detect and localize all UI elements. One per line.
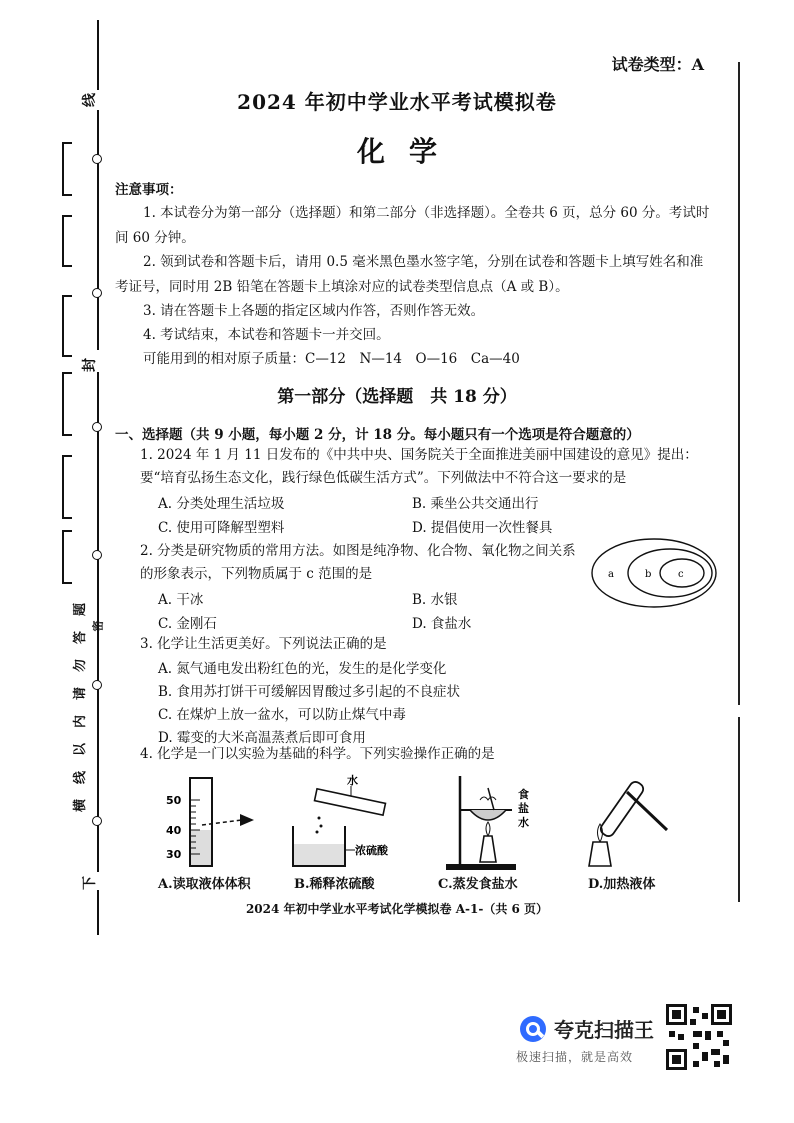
question-4-stem: 4. 化学是一门以实验为基础的科学。下列实验操作正确的是 (140, 746, 495, 762)
drops (316, 817, 323, 834)
flame (486, 822, 490, 836)
brand-slogan: 极速扫描，就是高效 (516, 1050, 634, 1064)
q2-option-c: C. 金刚石 (158, 616, 217, 632)
q2-option-d: D. 食盐水 (412, 616, 472, 632)
right-edge-line (738, 62, 740, 902)
margin-bracket (62, 455, 72, 519)
lab-c-label: 盐 (518, 802, 529, 815)
qr-code-icon (666, 1004, 732, 1070)
paper-type-label: 试卷类型：A (611, 55, 704, 74)
tick-label: 30 (166, 848, 182, 861)
right-edge-gap (738, 705, 740, 717)
margin-bracket (62, 530, 72, 584)
margin-small-char: 密 (91, 620, 105, 632)
margin-warning (58, 600, 105, 830)
exam-title: 2024 年初中学业水平考试模拟卷 (237, 90, 557, 114)
tick-label: 40 (166, 824, 182, 837)
quark-logo-icon (518, 1014, 548, 1044)
margin-note-char: 横 (73, 798, 89, 813)
atomic-masses: 可能用到的相对原子质量：C—12 N—14 O—16 Ca—40 (143, 351, 520, 367)
q1-option-d: D. 提倡使用一次性餐具 (412, 520, 553, 536)
margin-note-char: 答 (73, 630, 89, 645)
lab-b-acid-label: 浓硫酸 (355, 844, 388, 857)
evaporating-dish (470, 810, 506, 820)
margin-note-char: 请 (73, 686, 89, 701)
notice-item-3: 3. 请在答题卡上各题的指定区域内作答，否则作答无效。 (143, 303, 485, 319)
margin-circle (92, 288, 102, 298)
q3-option-c: C. 在煤炉上放一盆水，可以防止煤气中毒 (158, 707, 406, 723)
q2-option-b: B. 水银 (412, 592, 458, 608)
venn-ellipse-b (628, 549, 712, 597)
test-tube (598, 780, 645, 839)
tick-label: 50 (166, 794, 182, 807)
lab-caption-a: A.读取液体体积 (158, 877, 251, 892)
question-2-stem: 2. 分类是研究物质的常用方法。如图是纯净物、化合物、氧化物之间关系的形象表示，下列物质属于 c 范围的是 (140, 543, 576, 582)
q1-option-b: B. 乘坐公共交通出行 (412, 496, 539, 512)
alcohol-lamp (480, 836, 496, 862)
margin-char-feng: 封 (82, 358, 98, 372)
margin-note-char: 勿 (73, 658, 89, 673)
margin-line (97, 20, 99, 90)
lab-b-water-label: 水 (347, 774, 358, 787)
test-tube-holder (627, 792, 667, 830)
stand-base (446, 864, 516, 870)
notice-item-4: 4. 考试结束，本试卷和答题卡一并交回。 (143, 327, 390, 343)
q3-option-a: A. 氮气通电发出粉红色的光，发生的是化学变化 (158, 661, 447, 677)
margin-char-xia: 下 (82, 876, 98, 890)
page-footer: 2024 年初中学业水平考试化学模拟卷 A-1-（共 6 页） (245, 902, 549, 916)
margin-char-xian: 线 (82, 93, 98, 107)
question-3-stem: 3. 化学让生活更美好。下列说法正确的是 (140, 636, 387, 652)
brand-name: 夸克扫描王 (554, 1018, 654, 1042)
venn-label-a: a (608, 569, 614, 580)
q1-option-c: C. 使用可降解型塑料 (158, 520, 285, 536)
q3-option-b: B. 食用苏打饼干可缓解因胃酸过多引起的不良症状 (158, 684, 461, 700)
scanner-brand (512, 1008, 662, 1068)
lab-caption-b: B.稀释浓硫酸 (294, 877, 375, 892)
lab-image-a (160, 770, 260, 870)
margin-circle (92, 422, 102, 432)
lab-image-c (440, 770, 540, 872)
part-one-title: 第一部分（选择题 共 18 分） (277, 387, 517, 407)
margin-note-char: 线 (73, 770, 89, 785)
acid-liquid (294, 844, 344, 865)
margin-circle (92, 550, 102, 560)
beaker-tilted (315, 789, 386, 815)
question-1-stem: 1. 2024 年 1 月 11 日发布的《中共中央、国务院关于全面推进美丽中国建设的意见》提出：要“培育弘扬生态文化，践行绿色低碳生活方式”。下列做法中不符合这一要求的是 (140, 447, 698, 486)
margin-note-char: 内 (73, 714, 89, 729)
steam (480, 797, 496, 800)
subject-title: 化学 (356, 135, 461, 168)
lab-caption-c: C.蒸发食盐水 (438, 877, 518, 892)
q3-option-d: D. 霉变的大米高温蒸煮后即可食用 (158, 730, 366, 746)
margin-note-char: 题 (73, 602, 89, 617)
lab-image-d (575, 770, 675, 872)
margin-bracket (62, 215, 72, 267)
sight-line (202, 820, 242, 825)
eye-icon (240, 814, 254, 826)
q1-option-a: A. 分类处理生活垃圾 (158, 496, 285, 512)
lab-c-label: 水 (518, 816, 529, 829)
margin-bracket (62, 295, 72, 357)
venn-label-b: b (645, 569, 652, 580)
lab-c-label: 食 (518, 788, 529, 801)
notice-heading: 注意事项： (115, 182, 183, 198)
venn-label-c: c (678, 569, 684, 580)
alcohol-lamp (589, 842, 611, 866)
lab-image-b (285, 770, 400, 870)
notice-item-1: 1. 本试卷分为第一部分（选择题）和第二部分（非选择题）。全卷共 6 页，总分 60 分。考试时间 60 分钟。 (115, 205, 710, 246)
venn-diagram (590, 537, 718, 609)
margin-note-char: 以 (73, 742, 89, 757)
q2-option-a: A. 干冰 (158, 592, 204, 608)
notice-item-2: 2. 领到试卷和答题卡后，请用 0.5 毫米黑色墨水签字笔，分别在试卷和答题卡上填写姓名和准考证号，同时用 2B 铅笔在答题卡上填涂对应的试卷类型信息点（A 或 B）。 (115, 254, 704, 295)
section-heading: 一、选择题（共 9 小题，每小题 2 分，计 18 分。每小题只有一个选项是符合题意的） (115, 427, 640, 443)
lab-caption-d: D.加热液体 (588, 877, 656, 892)
